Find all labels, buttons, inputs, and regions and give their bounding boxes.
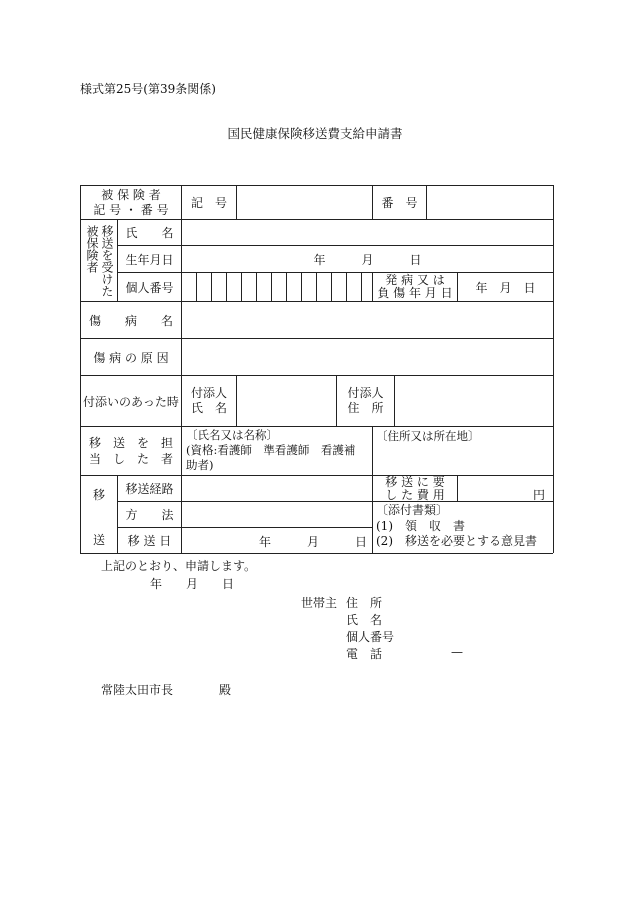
attendant-label: 付添いのあった時 [83, 394, 179, 409]
symbol-label: 記 号 [190, 196, 227, 210]
attachments-list [376, 503, 537, 550]
attendant-address-field[interactable] [395, 376, 553, 426]
attendant-address-label: 付添人 住 所 [347, 386, 384, 415]
transport-staff-name-field[interactable]: 〔氏名又は名称〕 (資格:看護師 準看護師 看護補 助者) [186, 428, 356, 472]
personal-number-field[interactable] [182, 273, 372, 301]
injury-date-field[interactable]: 年 月 日 [475, 280, 536, 295]
transport-date-placeholder: 年 月 日 [259, 535, 368, 549]
honorific: 殿 [219, 683, 232, 697]
insured-number-label: 被 保 険 者 記 号 ・ 番 号 [93, 187, 169, 217]
injury-date-label: 発 病 又 は 負 傷 年 月 日 [377, 273, 453, 300]
birthdate-field[interactable]: 年 月 日 [313, 252, 422, 267]
householder-phone-label: 電 話 [346, 647, 383, 661]
cause-label: 傷 病 の 原 因 [93, 350, 169, 365]
patient-name-field[interactable] [182, 220, 553, 245]
transport-cost-label: 移 送 に 要 し た 費 用 [385, 475, 445, 502]
transport-route-field[interactable] [182, 476, 372, 501]
disease-label: 傷 病 名 [88, 313, 173, 328]
householder-personal-number-label: 個人番号 [346, 630, 395, 644]
patient-name-label: 氏 名 [125, 226, 174, 240]
attendant-name-label: 付添人 氏 名 [190, 386, 227, 415]
attachment-receipt: (1) 領 収 書 [376, 518, 465, 533]
transport-method-field[interactable] [182, 502, 372, 527]
transport-date-label: 移 送 日 [127, 534, 172, 548]
application-statement: 上記のとおり、申請します。 [101, 559, 257, 573]
householder-name-label: 氏 名 [346, 613, 383, 627]
householder-address-label: 住 所 [346, 596, 383, 610]
addressee: 常陸太田市長 [101, 683, 174, 697]
form-number: 様式第25号(第39条関係) [80, 82, 216, 96]
number-field[interactable] [427, 186, 553, 219]
application-date: 年 月 日 [150, 577, 235, 591]
disease-field[interactable] [182, 302, 553, 338]
cause-field[interactable] [182, 339, 553, 375]
attendant-name-field[interactable] [237, 376, 336, 426]
transport-method-label: 方 法 [125, 508, 174, 522]
birthdate-label: 生年月日 [125, 252, 174, 267]
attachments-heading: 〔添付書類〕 [376, 503, 449, 517]
attachment-opinion: (2) 移送を必要とする意見書 [376, 534, 537, 548]
transport-staff-address-field[interactable]: 〔住所又は所在地〕 [376, 429, 480, 443]
householder-label: 世帯主 [301, 596, 338, 610]
transport-staff-label: 移 送 を 担 当 し た 者 [88, 436, 173, 466]
number-label: 番 号 [381, 196, 418, 210]
phone-separator: — [451, 645, 463, 659]
form-title: 国民健康保険移送費支給申請書 [227, 126, 403, 141]
transport-group-label-top: 移 [93, 488, 106, 502]
personal-number-label: 個人番号 [125, 280, 174, 295]
transport-cost-unit: 円 [533, 488, 546, 502]
transport-group-label-bottom: 送 [93, 533, 106, 547]
symbol-field[interactable] [237, 186, 372, 219]
transported-insured-group-label: 移送を受けた 被保険者 [85, 224, 114, 297]
transport-route-label: 移送経路 [125, 482, 174, 496]
